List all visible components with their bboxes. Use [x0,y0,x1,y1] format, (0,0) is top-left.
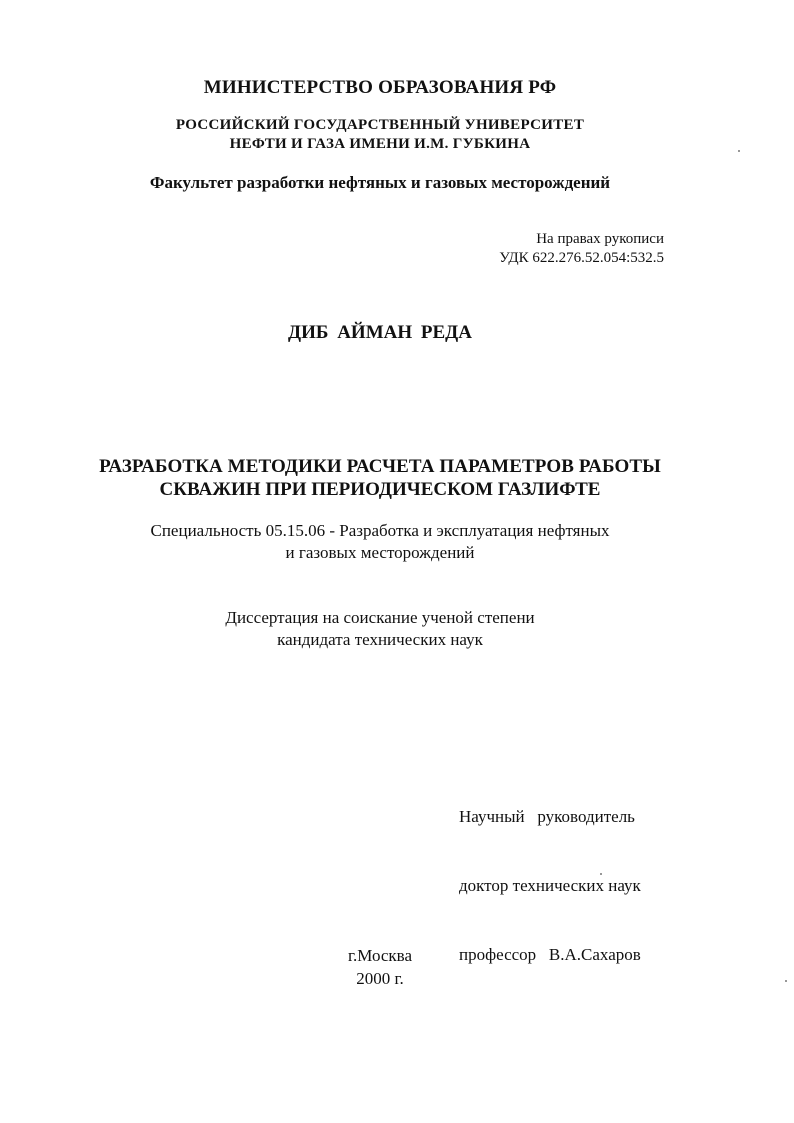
city: г.Москва [347,946,413,965]
specialty-line-1: Специальность 05.15.06 - Разработка и эксплуатация нефтяных [150,521,610,540]
university-name-line-1: РОССИЙСКИЙ ГОСУДАРСТВЕННЫЙ УНИВЕРСИТЕТ [175,117,585,133]
degree-line-1: Диссертация на соискание ученой степени [225,608,535,627]
scan-speck [600,873,602,875]
scan-speck [738,150,740,152]
specialty-line-2: и газовых месторождений [285,543,475,562]
supervisor-name: профессор В.А.Сахаров [459,945,641,964]
supervisor-role: Научный руководитель [459,807,635,826]
manuscript-rights-note: На правах рукописи [536,231,664,247]
dissertation-title-line-2: СКВАЖИН ПРИ ПЕРИОДИЧЕСКОМ ГАЗЛИФТЕ [159,479,601,500]
rights-block [499,230,664,268]
author-name: ДИБ АЙМАН РЕДА [288,322,472,343]
scan-speck [785,980,787,982]
year: 2000 г. [356,969,404,988]
udk-code: УДК 622.276.52.054:532.5 [499,250,664,266]
ministry-heading: МИНИСТЕРСТВО ОБРАЗОВАНИЯ РФ [203,77,557,98]
supervisor-degree: доктор технических наук [459,876,641,895]
faculty-name: Факультет разработки нефтяных и газовых месторождений [149,173,611,192]
university-name-line-2: НЕФТИ И ГАЗА ИМЕНИ И.М. ГУБКИНА [229,136,531,152]
degree-line-2: кандидата технических наук [277,630,483,649]
dissertation-title-line-1: РАЗРАБОТКА МЕТОДИКИ РАСЧЕТА ПАРАМЕТРОВ РАБОТЫ [99,456,661,477]
